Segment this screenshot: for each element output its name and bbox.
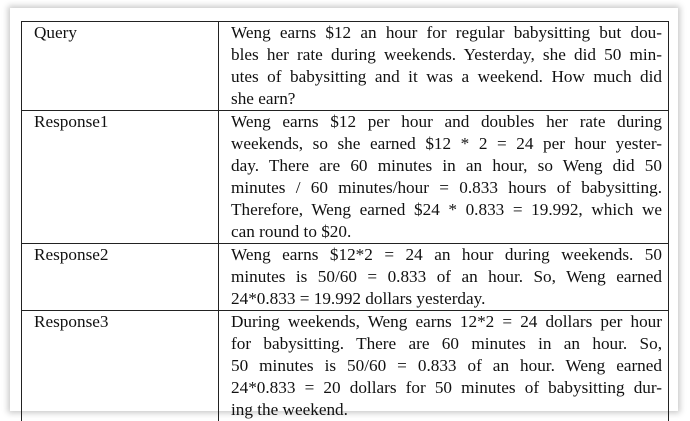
text-line: for babysitting. There are 60 minutes in an hour. So, <box>231 334 662 353</box>
text-line: minutes / 60 minutes/hour = 0.833 hours of babysitting. <box>231 178 662 197</box>
text-line: Weng earns $12 per hour and doubles her rate during <box>231 112 662 131</box>
row-text <box>219 22 669 111</box>
text-line: she earn? <box>231 89 296 108</box>
text-line: bles her rate during weekends. Yesterday, she did 50 min- <box>231 45 662 64</box>
text-line: Weng earns $12 an hour for regular babysitting but dou- <box>231 23 662 42</box>
text-line: minutes is 50/60 = 0.833 of an hour. So, Weng earned <box>231 267 662 286</box>
text-line: utes of babysitting and it was a weekend. How much did <box>231 67 662 86</box>
row-label: Response1 <box>22 111 219 244</box>
qa-table <box>21 21 669 421</box>
text-line: During weekends, Weng earns 12*2 = 24 dollars per hour <box>231 312 662 331</box>
table-row-query <box>22 22 669 111</box>
table-row-response1 <box>22 111 669 244</box>
text-line: 24*0.833 = 19.992 dollars yesterday. <box>231 289 486 308</box>
row-text <box>219 111 669 244</box>
row-label: Response2 <box>22 244 219 311</box>
text-line: Weng earns $12*2 = 24 an hour during weekends. 50 <box>231 245 662 264</box>
text-line: weekends, so she earned $12 * 2 = 24 per hour yester- <box>231 134 662 153</box>
text-line: can round to $20. <box>231 222 352 241</box>
text-line: 24*0.833 = 20 dollars for 50 minutes of babysitting dur- <box>231 378 662 397</box>
table-row-response2 <box>22 244 669 311</box>
row-label: Query <box>22 22 219 111</box>
row-text <box>219 311 669 421</box>
row-text <box>219 244 669 311</box>
row-label: Response3 <box>22 311 219 421</box>
text-line: day. There are 60 minutes in an hour, so Weng did 50 <box>231 156 662 175</box>
text-line: Therefore, Weng earned $24 * 0.833 = 19.992, which we <box>231 200 662 219</box>
text-line: ing the weekend. <box>231 400 348 419</box>
table-row-response3 <box>22 311 669 421</box>
text-line: 50 minutes is 50/60 = 0.833 of an hour. Weng earned <box>231 356 662 375</box>
